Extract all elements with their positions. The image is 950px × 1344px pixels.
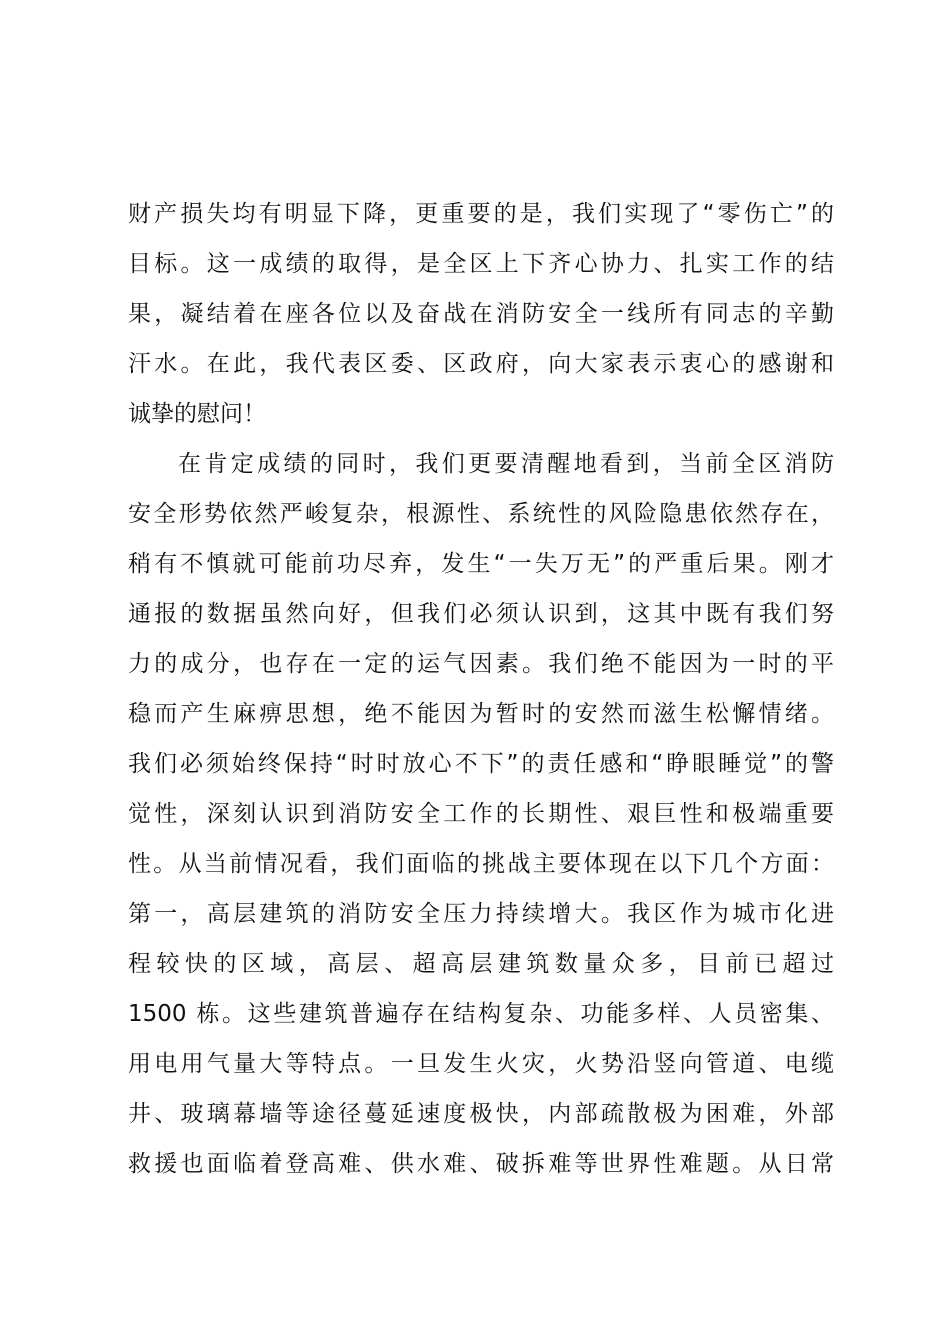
text-line-18: 用电用气量大等特点。一旦发生火灾，火势沿竖向管道、电缆 [128, 1051, 834, 1077]
text-line-10: 力的成分，也存在一定的运气因素。我们绝不能因为一时的平 [128, 651, 834, 677]
text-line-12: 我们必须始终保持“时时放心不下”的责任感和“睁眼睡觉”的警 [128, 751, 834, 777]
text-line-8: 稍有不慎就可能前功尽弃，发生“一失万无”的严重后果。刚才 [128, 551, 834, 577]
text-line-1: 财产损失均有明显下降，更重要的是，我们实现了“零伤亡”的 [128, 201, 834, 227]
text-line-13: 觉性，深刻认识到消防安全工作的长期性、艰巨性和极端重要 [128, 801, 834, 827]
text-line-7: 安全形势依然严峻复杂，根源性、系统性的风险隐患依然存在， [128, 501, 834, 527]
text-line-16: 程较快的区域，高层、超高层建筑数量众多，目前已超过 [128, 951, 834, 977]
text-line-3: 果，凝结着在座各位以及奋战在消防安全一线所有同志的辛勤 [128, 301, 834, 327]
text-line-17: 1500 栋。这些建筑普遍存在结构复杂、功能多样、人员密集、 [128, 1001, 834, 1027]
text-line-5: 诚挚的慰问！ [128, 401, 266, 427]
text-line-9: 通报的数据虽然向好，但我们必须认识到，这其中既有我们努 [128, 601, 834, 627]
text-line-2: 目标。这一成绩的取得，是全区上下齐心协力、扎实工作的结 [128, 251, 834, 277]
text-line-19: 井、玻璃幕墙等途径蔓延速度极快，内部疏散极为困难，外部 [128, 1101, 834, 1127]
text-line-6: 在肯定成绩的同时，我们更要清醒地看到，当前全区消防 [178, 451, 834, 477]
text-line-11: 稳而产生麻痹思想，绝不能因为暂时的安然而滋生松懈情绪。 [128, 701, 834, 727]
text-line-4: 汗水。在此，我代表区委、区政府，向大家表示衷心的感谢和 [128, 351, 834, 377]
text-line-14: 性。从当前情况看，我们面临的挑战主要体现在以下几个方面： [128, 851, 834, 877]
text-line-20: 救援也面临着登高难、供水难、破拆难等世界性难题。从日常 [128, 1151, 834, 1177]
body-text [128, 189, 834, 1189]
text-line-15: 第一，高层建筑的消防安全压力持续增大。我区作为城市化进 [128, 901, 834, 927]
